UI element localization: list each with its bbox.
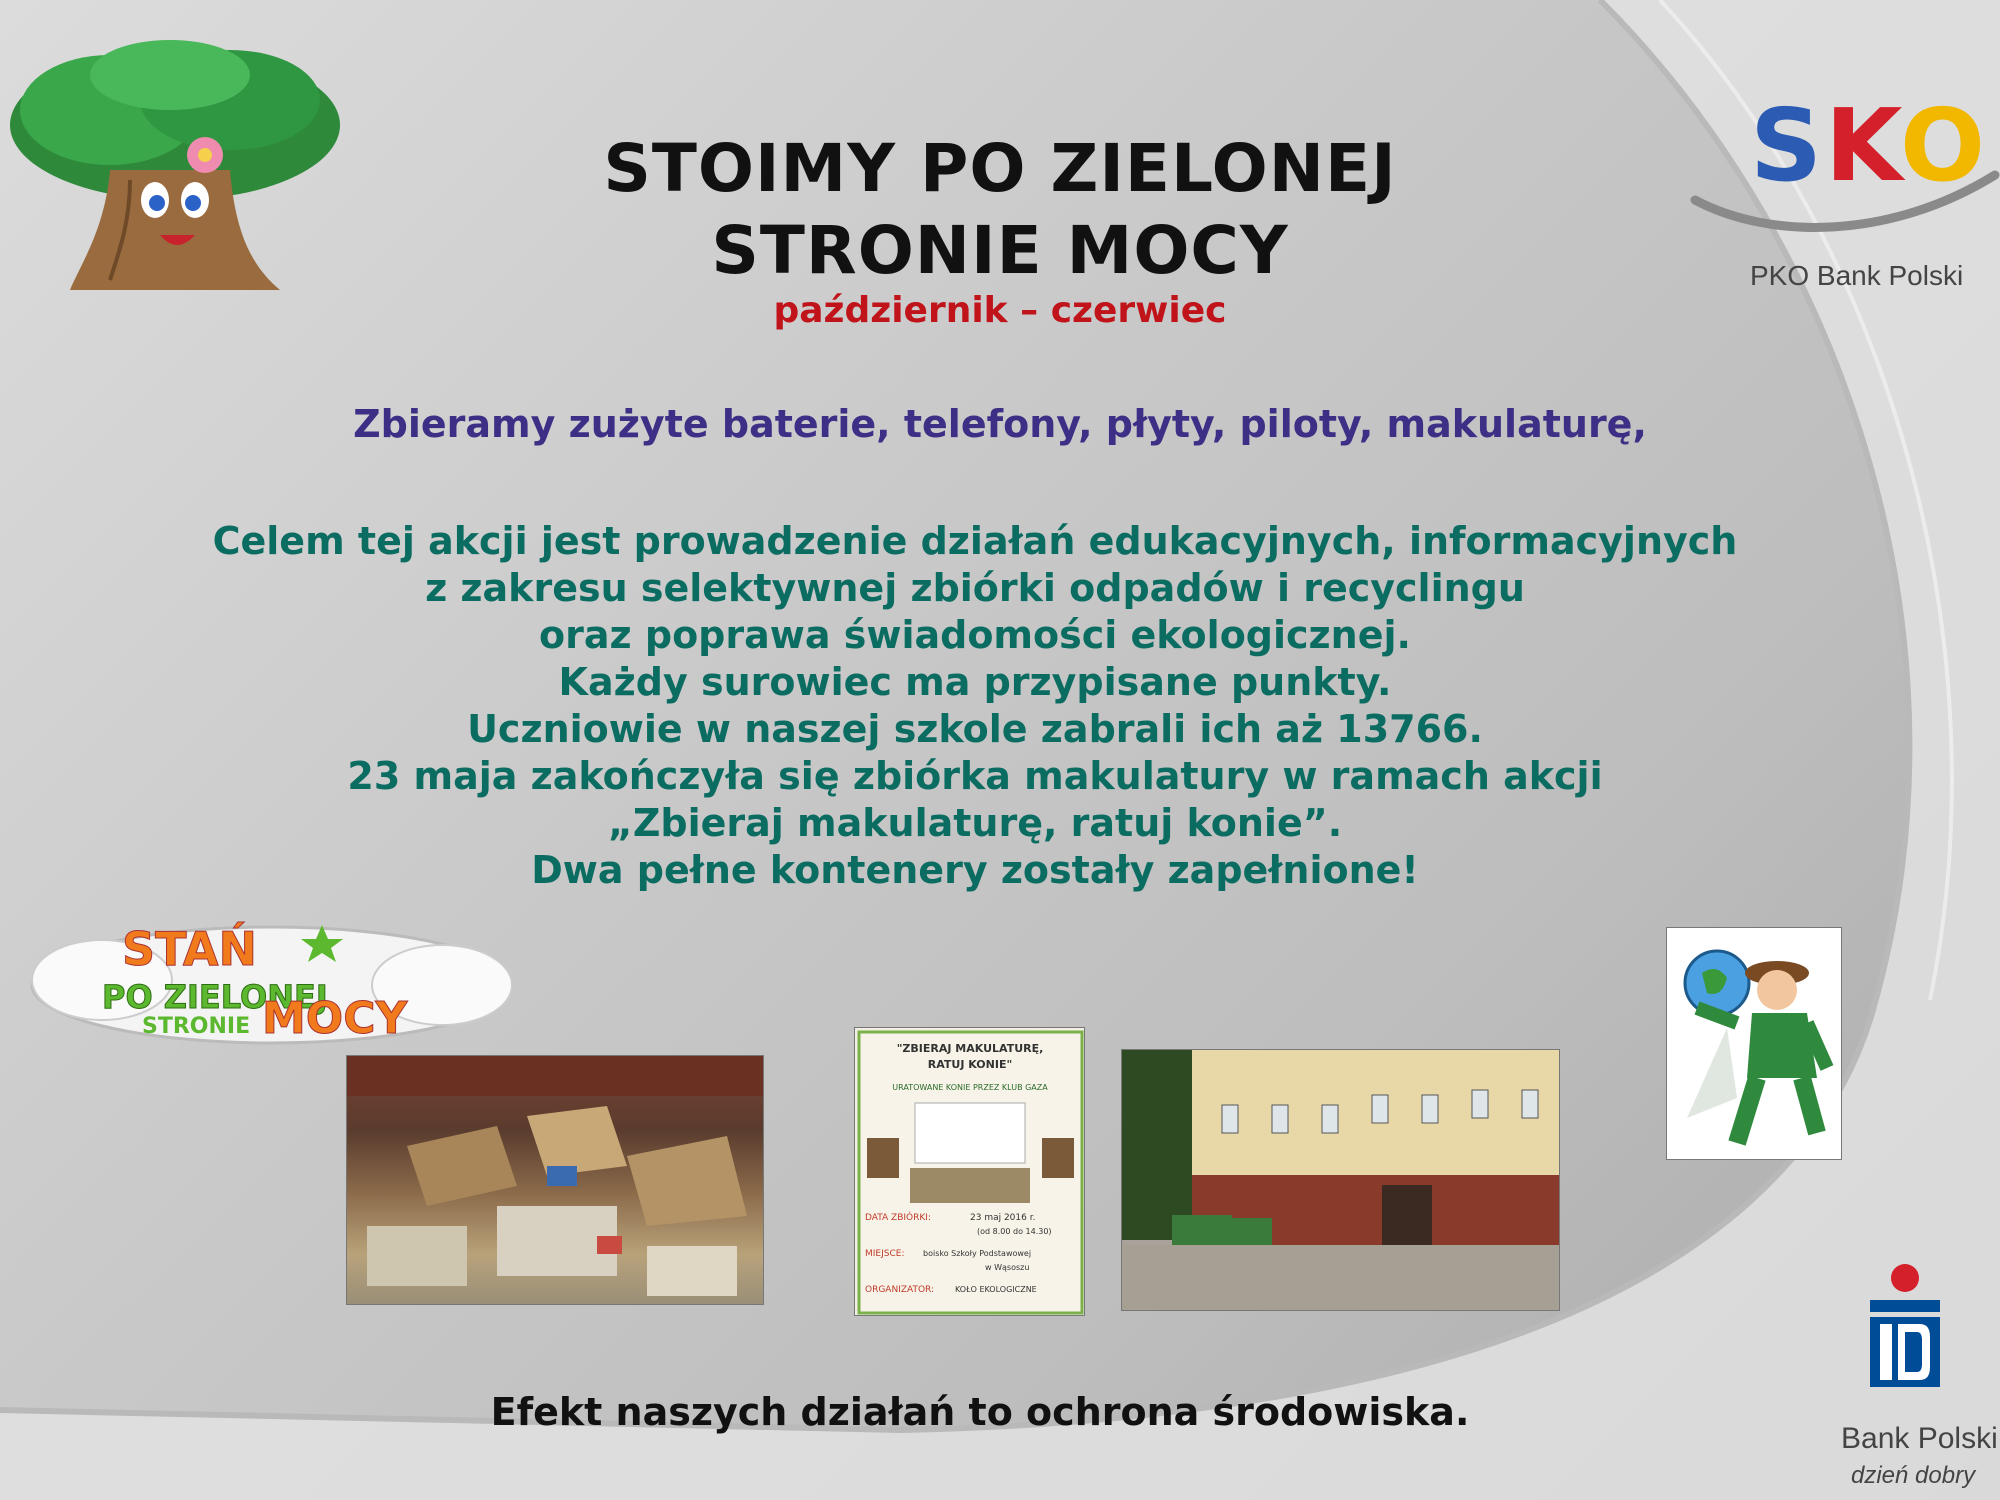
description-line: oraz poprawa świadomości ekologicznej. xyxy=(539,613,1411,657)
description-line: „Zbieraj makulaturę, ratuj konie”. xyxy=(607,801,1343,845)
sko-letter-o: O xyxy=(1900,87,1986,204)
collection-poster-image xyxy=(854,1027,1085,1316)
recycling-container-photo xyxy=(346,1055,764,1305)
pko-bank-slogan: dzień dobry xyxy=(1851,1462,1976,1489)
school-building-photo xyxy=(1121,1049,1560,1311)
poster-date-label: DATA ZBIÓRKI: xyxy=(865,1213,931,1223)
date-range-subtitle: październik – czerwiec xyxy=(773,290,1227,331)
poster-place-value-2: w Wąsoszu xyxy=(985,1263,1030,1272)
poster-organizer-label: ORGANIZATOR: xyxy=(865,1285,935,1295)
campaign-logo-image xyxy=(22,905,517,1055)
collected-items-text: Zbieramy zużyte baterie, telefony, płyty, piloty, makulaturę, xyxy=(353,402,1647,446)
description-line: Celem tej akcji jest prowadzenie działań edukacyjnych, informacyjnych xyxy=(212,519,1738,563)
poster-heading-2: RATUJ KONIE" xyxy=(927,1058,1013,1071)
campaign-word-2: PO ZIELONEJ xyxy=(102,978,328,1016)
description-line: z zakresu selektywnej zbiórki odpadów i recyclingu xyxy=(425,566,1525,610)
footer-statement: Efekt naszych działań to ochrona środowiska. xyxy=(490,1390,1470,1434)
sko-letter-k: K xyxy=(1825,87,1903,204)
title-line-1: STOIMY PO ZIELONEJ xyxy=(603,130,1397,207)
description-line: Każdy surowiec ma przypisane punkty. xyxy=(558,660,1392,704)
poster-place-value: boisko Szkoły Podstawowej xyxy=(923,1249,1032,1258)
description-line: Dwa pełne kontenery zostały zapełnione! xyxy=(531,848,1419,892)
poster-heading-1: "ZBIERAJ MAKULATURĘ, xyxy=(896,1042,1044,1055)
poster-time-value: (od 8.00 do 14.30) xyxy=(977,1227,1052,1236)
poster-arc-text: URATOWANE KONIE PRZEZ KLUB GAZA xyxy=(892,1083,1048,1092)
sko-bank-label: PKO Bank Polski xyxy=(1750,260,1964,291)
description-line: 23 maja zakończyła się zbiórka makulatury w ramach akcji xyxy=(347,754,1603,798)
sko-logo xyxy=(1690,80,2000,300)
campaign-word-3: STRONIE xyxy=(142,1014,251,1039)
campaign-word-4: MOCY xyxy=(262,993,408,1044)
campaign-word-1: STAŃ xyxy=(122,922,258,976)
pko-bank-name: Bank Polski xyxy=(1841,1422,1998,1455)
sko-letter-s: S xyxy=(1750,87,1823,204)
poster-date-value: 23 maj 2016 r. xyxy=(970,1213,1036,1223)
title-line-2: STRONIE MOCY xyxy=(711,212,1289,289)
poster-place-label: MIEJSCE: xyxy=(865,1249,905,1259)
superhero-image xyxy=(1666,927,1842,1160)
description-text xyxy=(0,518,1950,894)
poster-organizer-value: KOŁO EKOLOGICZNE xyxy=(955,1285,1037,1294)
pko-bank-logo xyxy=(1835,1262,2000,1500)
description-line: Uczniowie w naszej szkole zabrali ich aż 13766. xyxy=(467,707,1483,751)
